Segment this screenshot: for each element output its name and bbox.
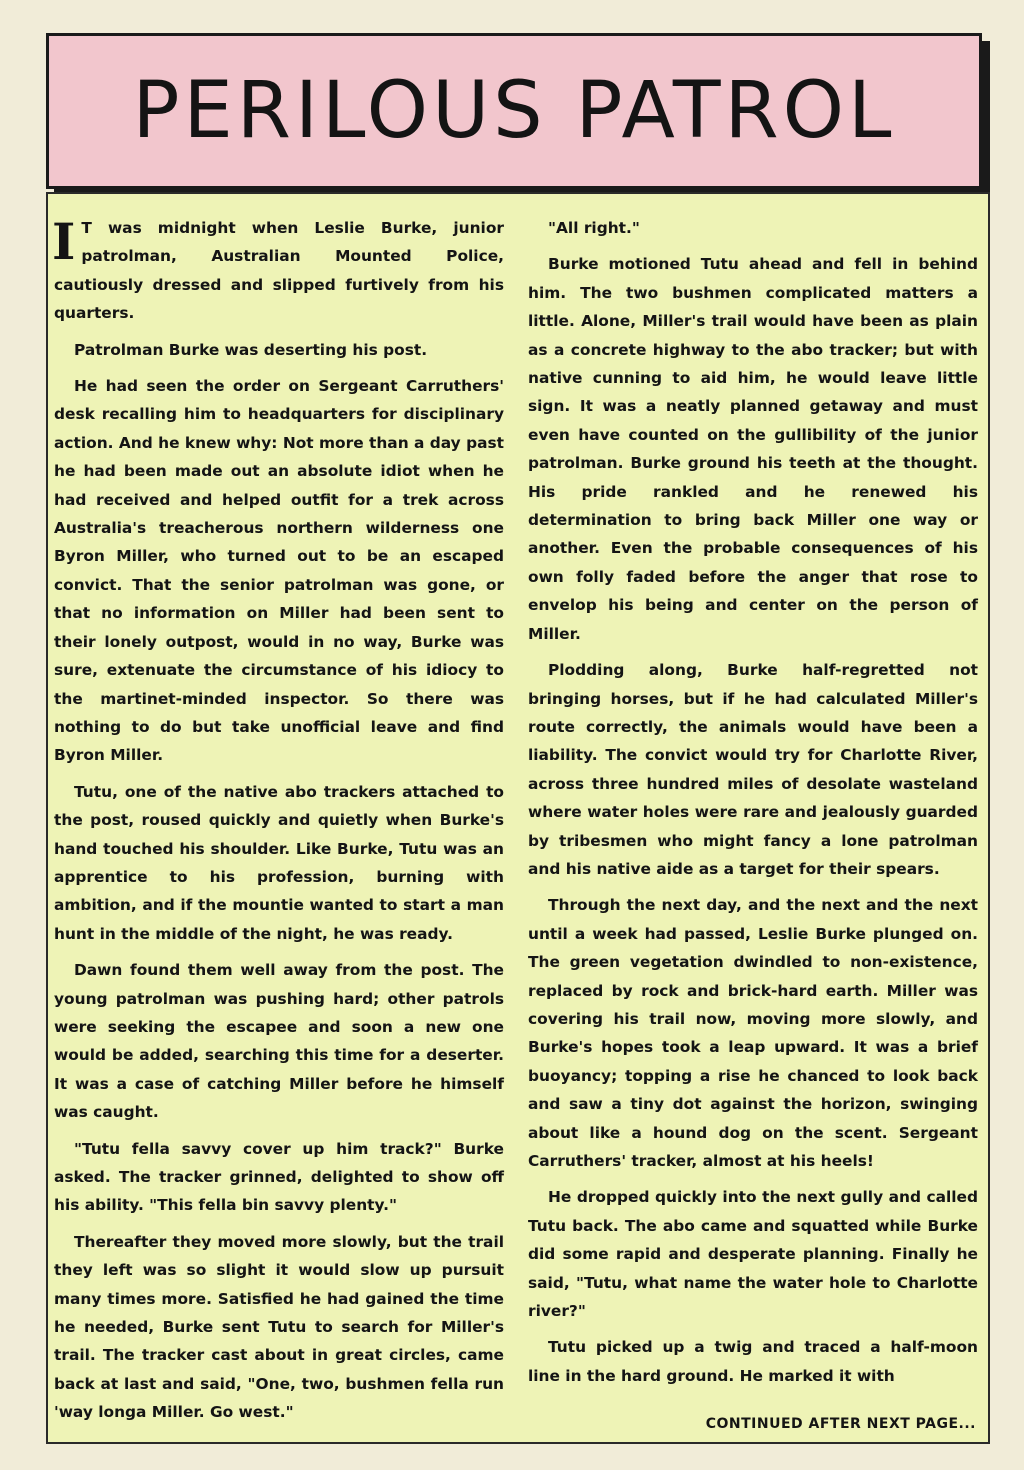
paragraph: Burke motioned Tutu ahead and fell in behind him. The two bushmen complicated matters a little. Alone, Miller's trail would have been as plain as a concrete highway to the abo tracker; but with native cunning to aid him, he would leave little sign. It was a neatly planned getaway and must even have counted on the gullibility of the junior patrolman. Burke ground his teeth at the thought. His pride rankled and he renewed his determination to bring back Miller one way or another. Even the probable consequences of his own folly faded before the anger that rose to envelop his being and center on the person of Miller. <box>528 255 978 643</box>
paragraph <box>54 214 504 328</box>
paragraph: Patrolman Burke was deserting his post. <box>74 340 428 359</box>
paragraph: He had seen the order on Sergeant Carruthers' desk recalling him to headquarters for disciplinary action. And he knew why: Not more than a day past he had been made out an absolute idiot when he had received and helped outfit for a trek across Australia's treacherous northern wilderness one Byron Miller, who turned out to be an escaped convict. That the senior patrolman was gone, or that no information on Miller had been sent to their lonely outpost, would in no way, Burke was sure, extenuate the circumstance of his idiocy to the martinet-minded inspector. So there was nothing to do but take unofficial leave and find Byron Miller. <box>54 377 504 765</box>
paragraph: Through the next day, and the next and the next until a week had passed, Leslie Burke plunged on. The green vegetation dwindled to non-existence, replaced by rock and brick-hard earth. Miller was covering his trail now, moving more slowly, and Burke's hopes took a leap upward. It was a brief buoyancy; topping a rise he chanced to look back and saw a tiny dot against the horizon, swinging about like a hound dog on the scent. Sergeant Carruthers' tracker, almost at his heels! <box>528 896 978 1170</box>
right-column <box>528 214 978 1398</box>
paragraph: Tutu picked up a twig and traced a half-moon line in the hard ground. He marked it with <box>528 1338 978 1385</box>
paragraph: "Tutu fella savvy cover up him track?" Burke asked. The tracker grinned, delighted to show off his ability. "This fella bin savvy plenty." <box>54 1139 504 1215</box>
title-banner <box>46 33 982 189</box>
paragraph-text: T was midnight when Leslie Burke, junior patrolman, Australian Mounted Police, cautiously dressed and slipped furtively from his quarters. <box>54 219 504 323</box>
left-column <box>54 214 504 1435</box>
page-title: PERILOUS PATROL <box>132 66 896 156</box>
paragraph: Dawn found them well away from the post. The young patrolman was pushing hard; other patrols were seeking the escapee and soon a new one would be added, searching this time for a deserter. It was a case of catching Miller before he himself was caught. <box>54 961 504 1122</box>
paragraph: Thereafter they moved more slowly, but the trail they left was so slight it would slow up pursuit many times more. Satisfied he had gained the time he needed, Burke sent Tutu to search for Miller's trail. The tracker cast about in great circles, came back at last and said, "One, two, bushmen fella run 'way longa Miller. Go west." <box>54 1232 504 1422</box>
paragraph: Plodding along, Burke half-regretted not bringing horses, but if he had calculated Miller's route correctly, the animals would have been a liability. The convict would try for Charlotte River, across three hundred miles of desolate wasteland where water holes were rare and jealously guarded by tribesmen who might fancy a lone patrolman and his native aide as a target for their spears. <box>528 661 978 878</box>
paragraph: Tutu, one of the native abo trackers attached to the post, roused quickly and quietly when Burke's hand touched his shoulder. Like Burke, Tutu was an apprentice to his profession, burning with ambition, and if the mountie wanted to start a man hunt in the middle of the night, he was ready. <box>54 782 504 943</box>
drop-cap: I <box>52 212 76 271</box>
paragraph: "All right." <box>548 219 640 237</box>
story-panel <box>46 192 990 1444</box>
paragraph: He dropped quickly into the next gully and called Tutu back. The abo came and squatted while Burke did some rapid and desperate planning. Finally he said, "Tutu, what name the water hole to Charlotte river?" <box>528 1188 978 1321</box>
continued-note: CONTINUED AFTER NEXT PAGE... <box>705 1416 976 1432</box>
